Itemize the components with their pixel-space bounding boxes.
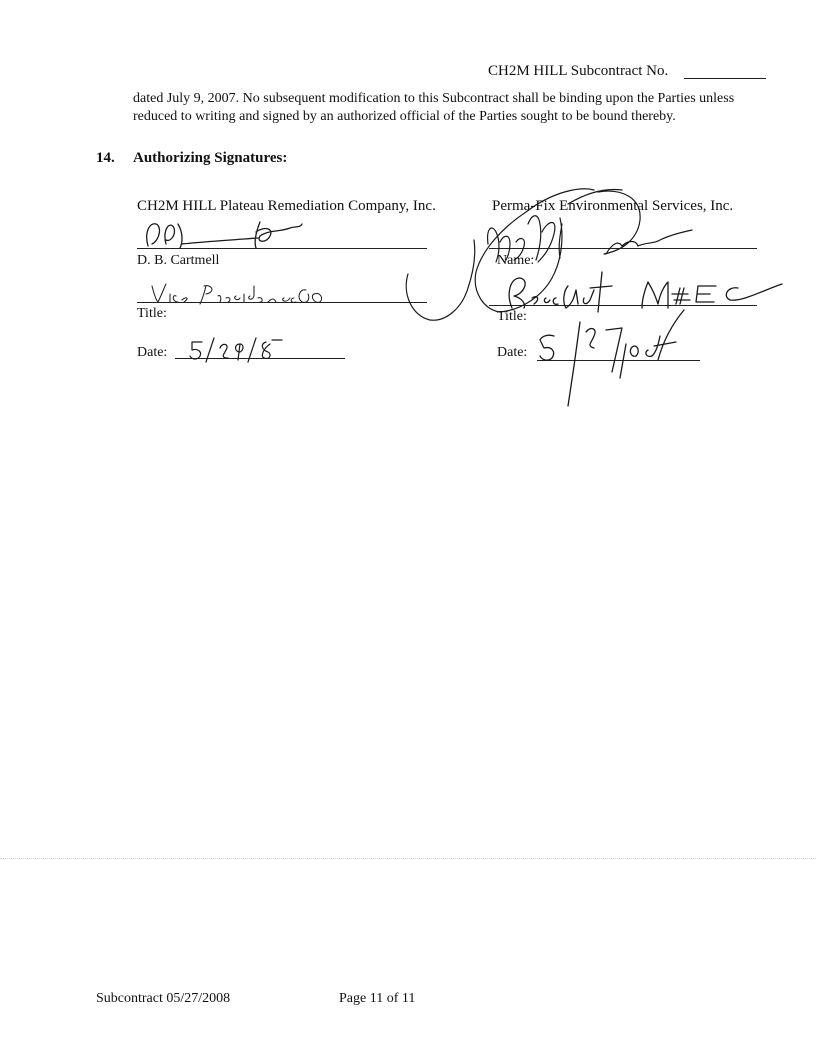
right-title-label: Title:: [497, 309, 527, 324]
footer-subcontract-date: Subcontract 05/27/2008: [96, 991, 231, 1006]
footer-page-number: Page 11 of 11: [339, 991, 416, 1006]
left-title-label: Title:: [137, 306, 167, 321]
left-company-name: CH2M HILL Plateau Remediation Company, Inc.: [137, 198, 436, 214]
scan-divider: [0, 858, 816, 859]
left-title-handwriting: [144, 280, 334, 308]
section-title: Authorizing Signatures:: [133, 150, 288, 166]
left-date-handwriting: [184, 336, 284, 364]
right-date-label: Date:: [497, 345, 528, 360]
right-name-label: Name:: [497, 253, 535, 268]
header-subcontract-label: CH2M HILL Subcontract No.: [488, 63, 669, 79]
right-date-handwriting: [534, 306, 694, 410]
left-date-label: Date:: [137, 345, 168, 360]
left-signer-name: D. B. Cartmell: [137, 253, 220, 268]
subcontract-number-line: [684, 78, 766, 79]
right-company-name: Perma-Fix Environmental Services, Inc.: [492, 198, 734, 214]
body-paragraph: dated July 9, 2007. No subsequent modification to this Subcontract shall be binding upon the Parties unless reduced to writing and signed by an authorized official of the Parties sought to be bound thereby.: [133, 91, 735, 124]
section-number: 14.: [96, 150, 115, 166]
left-signature-handwriting: [140, 214, 310, 254]
